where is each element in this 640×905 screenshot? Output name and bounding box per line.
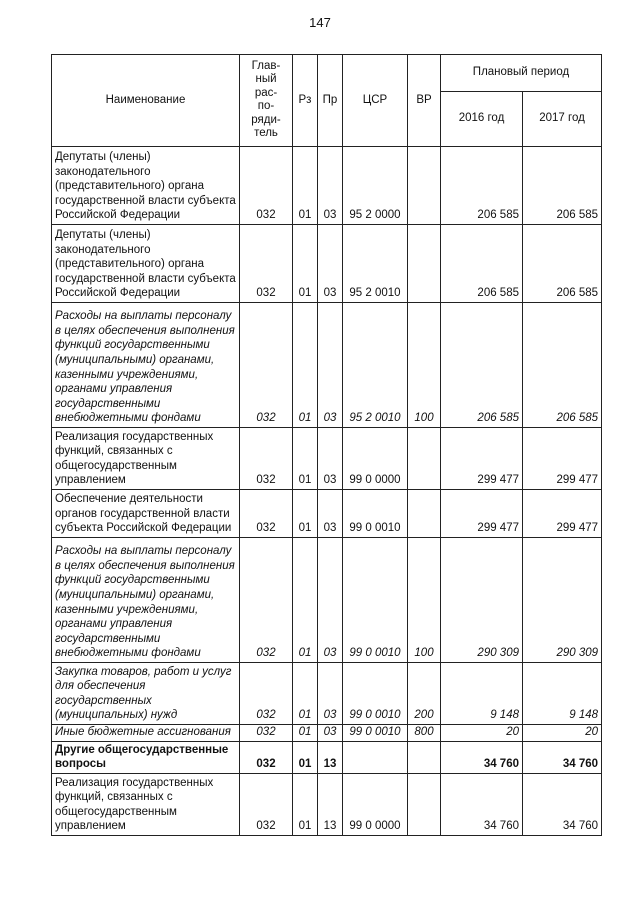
row-2017: 206 585 bbox=[523, 147, 602, 225]
row-2017: 299 477 bbox=[523, 490, 602, 538]
row-2016: 206 585 bbox=[441, 303, 523, 428]
row-csr: 99 0 0000 bbox=[343, 774, 408, 836]
row-vr bbox=[408, 774, 441, 836]
row-name: Депутаты (члены) законодательного (представительного) органа государственной власти субъекта Российской Федерации bbox=[52, 225, 240, 303]
row-rz: 01 bbox=[293, 663, 318, 725]
row-csr: 99 0 0000 bbox=[343, 428, 408, 490]
table-row bbox=[52, 742, 602, 774]
header-planned-period: Плановый период bbox=[441, 55, 602, 92]
row-csr: 99 0 0010 bbox=[343, 663, 408, 725]
row-2017: 206 585 bbox=[523, 225, 602, 303]
row-2016: 34 760 bbox=[441, 742, 523, 774]
table-row bbox=[52, 663, 602, 725]
row-rz: 01 bbox=[293, 538, 318, 663]
row-manager: 032 bbox=[240, 225, 293, 303]
row-csr: 95 2 0010 bbox=[343, 225, 408, 303]
row-pr: 03 bbox=[318, 490, 343, 538]
row-manager: 032 bbox=[240, 663, 293, 725]
row-pr: 03 bbox=[318, 225, 343, 303]
row-name: Расходы на выплаты персоналу в целях обеспечения выполнения функций государственными (муниципальными) органами, казенными учреждениями, органами управления государственными внебюджетными фондами bbox=[52, 303, 240, 428]
table-header bbox=[52, 55, 602, 147]
row-2016: 206 585 bbox=[441, 225, 523, 303]
row-2016: 299 477 bbox=[441, 428, 523, 490]
row-2016: 9 148 bbox=[441, 663, 523, 725]
row-manager: 032 bbox=[240, 742, 293, 774]
row-pr: 03 bbox=[318, 725, 343, 742]
row-manager: 032 bbox=[240, 490, 293, 538]
row-2016: 290 309 bbox=[441, 538, 523, 663]
row-rz: 01 bbox=[293, 742, 318, 774]
row-pr: 03 bbox=[318, 663, 343, 725]
header-year-2016: 2016 год bbox=[441, 92, 523, 147]
row-csr bbox=[343, 742, 408, 774]
row-rz: 01 bbox=[293, 147, 318, 225]
header-year-2017: 2017 год bbox=[523, 92, 602, 147]
row-rz: 01 bbox=[293, 490, 318, 538]
row-name: Расходы на выплаты персоналу в целях обеспечения выполнения функций государственными (муниципальными) органами, казенными учреждениями, органами управления государственными внебюджетными фондами bbox=[52, 538, 240, 663]
row-manager: 032 bbox=[240, 774, 293, 836]
row-2016: 20 bbox=[441, 725, 523, 742]
row-pr: 13 bbox=[318, 742, 343, 774]
row-pr: 03 bbox=[318, 538, 343, 663]
header-pr: Пр bbox=[318, 55, 343, 147]
row-csr: 99 0 0010 bbox=[343, 538, 408, 663]
row-vr bbox=[408, 428, 441, 490]
row-vr: 100 bbox=[408, 303, 441, 428]
row-2017: 34 760 bbox=[523, 774, 602, 836]
row-manager: 032 bbox=[240, 303, 293, 428]
row-2017: 34 760 bbox=[523, 742, 602, 774]
row-csr: 95 2 0010 bbox=[343, 303, 408, 428]
row-csr: 99 0 0010 bbox=[343, 725, 408, 742]
row-2017: 299 477 bbox=[523, 428, 602, 490]
row-name: Другие общегосударственные вопросы bbox=[52, 742, 240, 774]
row-vr: 200 bbox=[408, 663, 441, 725]
table-row bbox=[52, 428, 602, 490]
header-csr: ЦСР bbox=[343, 55, 408, 147]
row-rz: 01 bbox=[293, 225, 318, 303]
row-name: Закупка товаров, работ и услуг для обеспечения государственных (муниципальных) нужд bbox=[52, 663, 240, 725]
row-pr: 03 bbox=[318, 428, 343, 490]
row-2017: 290 309 bbox=[523, 538, 602, 663]
row-name: Реализация государственных функций, связанных с общегосударственным управлением bbox=[52, 774, 240, 836]
table-row bbox=[52, 147, 602, 225]
row-rz: 01 bbox=[293, 303, 318, 428]
row-name: Иные бюджетные ассигнования bbox=[52, 725, 240, 742]
header-vr: ВР bbox=[408, 55, 441, 147]
row-vr bbox=[408, 147, 441, 225]
row-manager: 032 bbox=[240, 725, 293, 742]
row-manager: 032 bbox=[240, 538, 293, 663]
row-2016: 34 760 bbox=[441, 774, 523, 836]
row-2017: 20 bbox=[523, 725, 602, 742]
row-name: Реализация государственных функций, связанных с общегосударственным управлением bbox=[52, 428, 240, 490]
budget-table bbox=[51, 54, 602, 836]
row-manager: 032 bbox=[240, 147, 293, 225]
table-row bbox=[52, 538, 602, 663]
row-manager: 032 bbox=[240, 428, 293, 490]
table-row bbox=[52, 725, 602, 742]
row-csr: 99 0 0010 bbox=[343, 490, 408, 538]
row-vr bbox=[408, 742, 441, 774]
header-rz: Рз bbox=[293, 55, 318, 147]
header-manager: Глав- ный рас- по- ряди- тель bbox=[240, 55, 293, 147]
row-rz: 01 bbox=[293, 428, 318, 490]
table-row bbox=[52, 303, 602, 428]
row-pr: 03 bbox=[318, 147, 343, 225]
table-row bbox=[52, 774, 602, 836]
row-2016: 206 585 bbox=[441, 147, 523, 225]
row-rz: 01 bbox=[293, 774, 318, 836]
header-name: Наименование bbox=[52, 55, 240, 147]
row-csr: 95 2 0000 bbox=[343, 147, 408, 225]
row-name: Обеспечение деятельности органов государственной власти субъекта Российской Федерации bbox=[52, 490, 240, 538]
page-number: 147 bbox=[309, 15, 331, 30]
table-row bbox=[52, 490, 602, 538]
row-2016: 299 477 bbox=[441, 490, 523, 538]
table-row bbox=[52, 225, 602, 303]
row-vr: 100 bbox=[408, 538, 441, 663]
row-vr bbox=[408, 490, 441, 538]
table-body bbox=[52, 147, 602, 836]
row-rz: 01 bbox=[293, 725, 318, 742]
row-vr: 800 bbox=[408, 725, 441, 742]
row-pr: 13 bbox=[318, 774, 343, 836]
row-pr: 03 bbox=[318, 303, 343, 428]
row-2017: 9 148 bbox=[523, 663, 602, 725]
row-name: Депутаты (члены) законодательного (представительного) органа государственной власти субъекта Российской Федерации bbox=[52, 147, 240, 225]
row-2017: 206 585 bbox=[523, 303, 602, 428]
row-vr bbox=[408, 225, 441, 303]
